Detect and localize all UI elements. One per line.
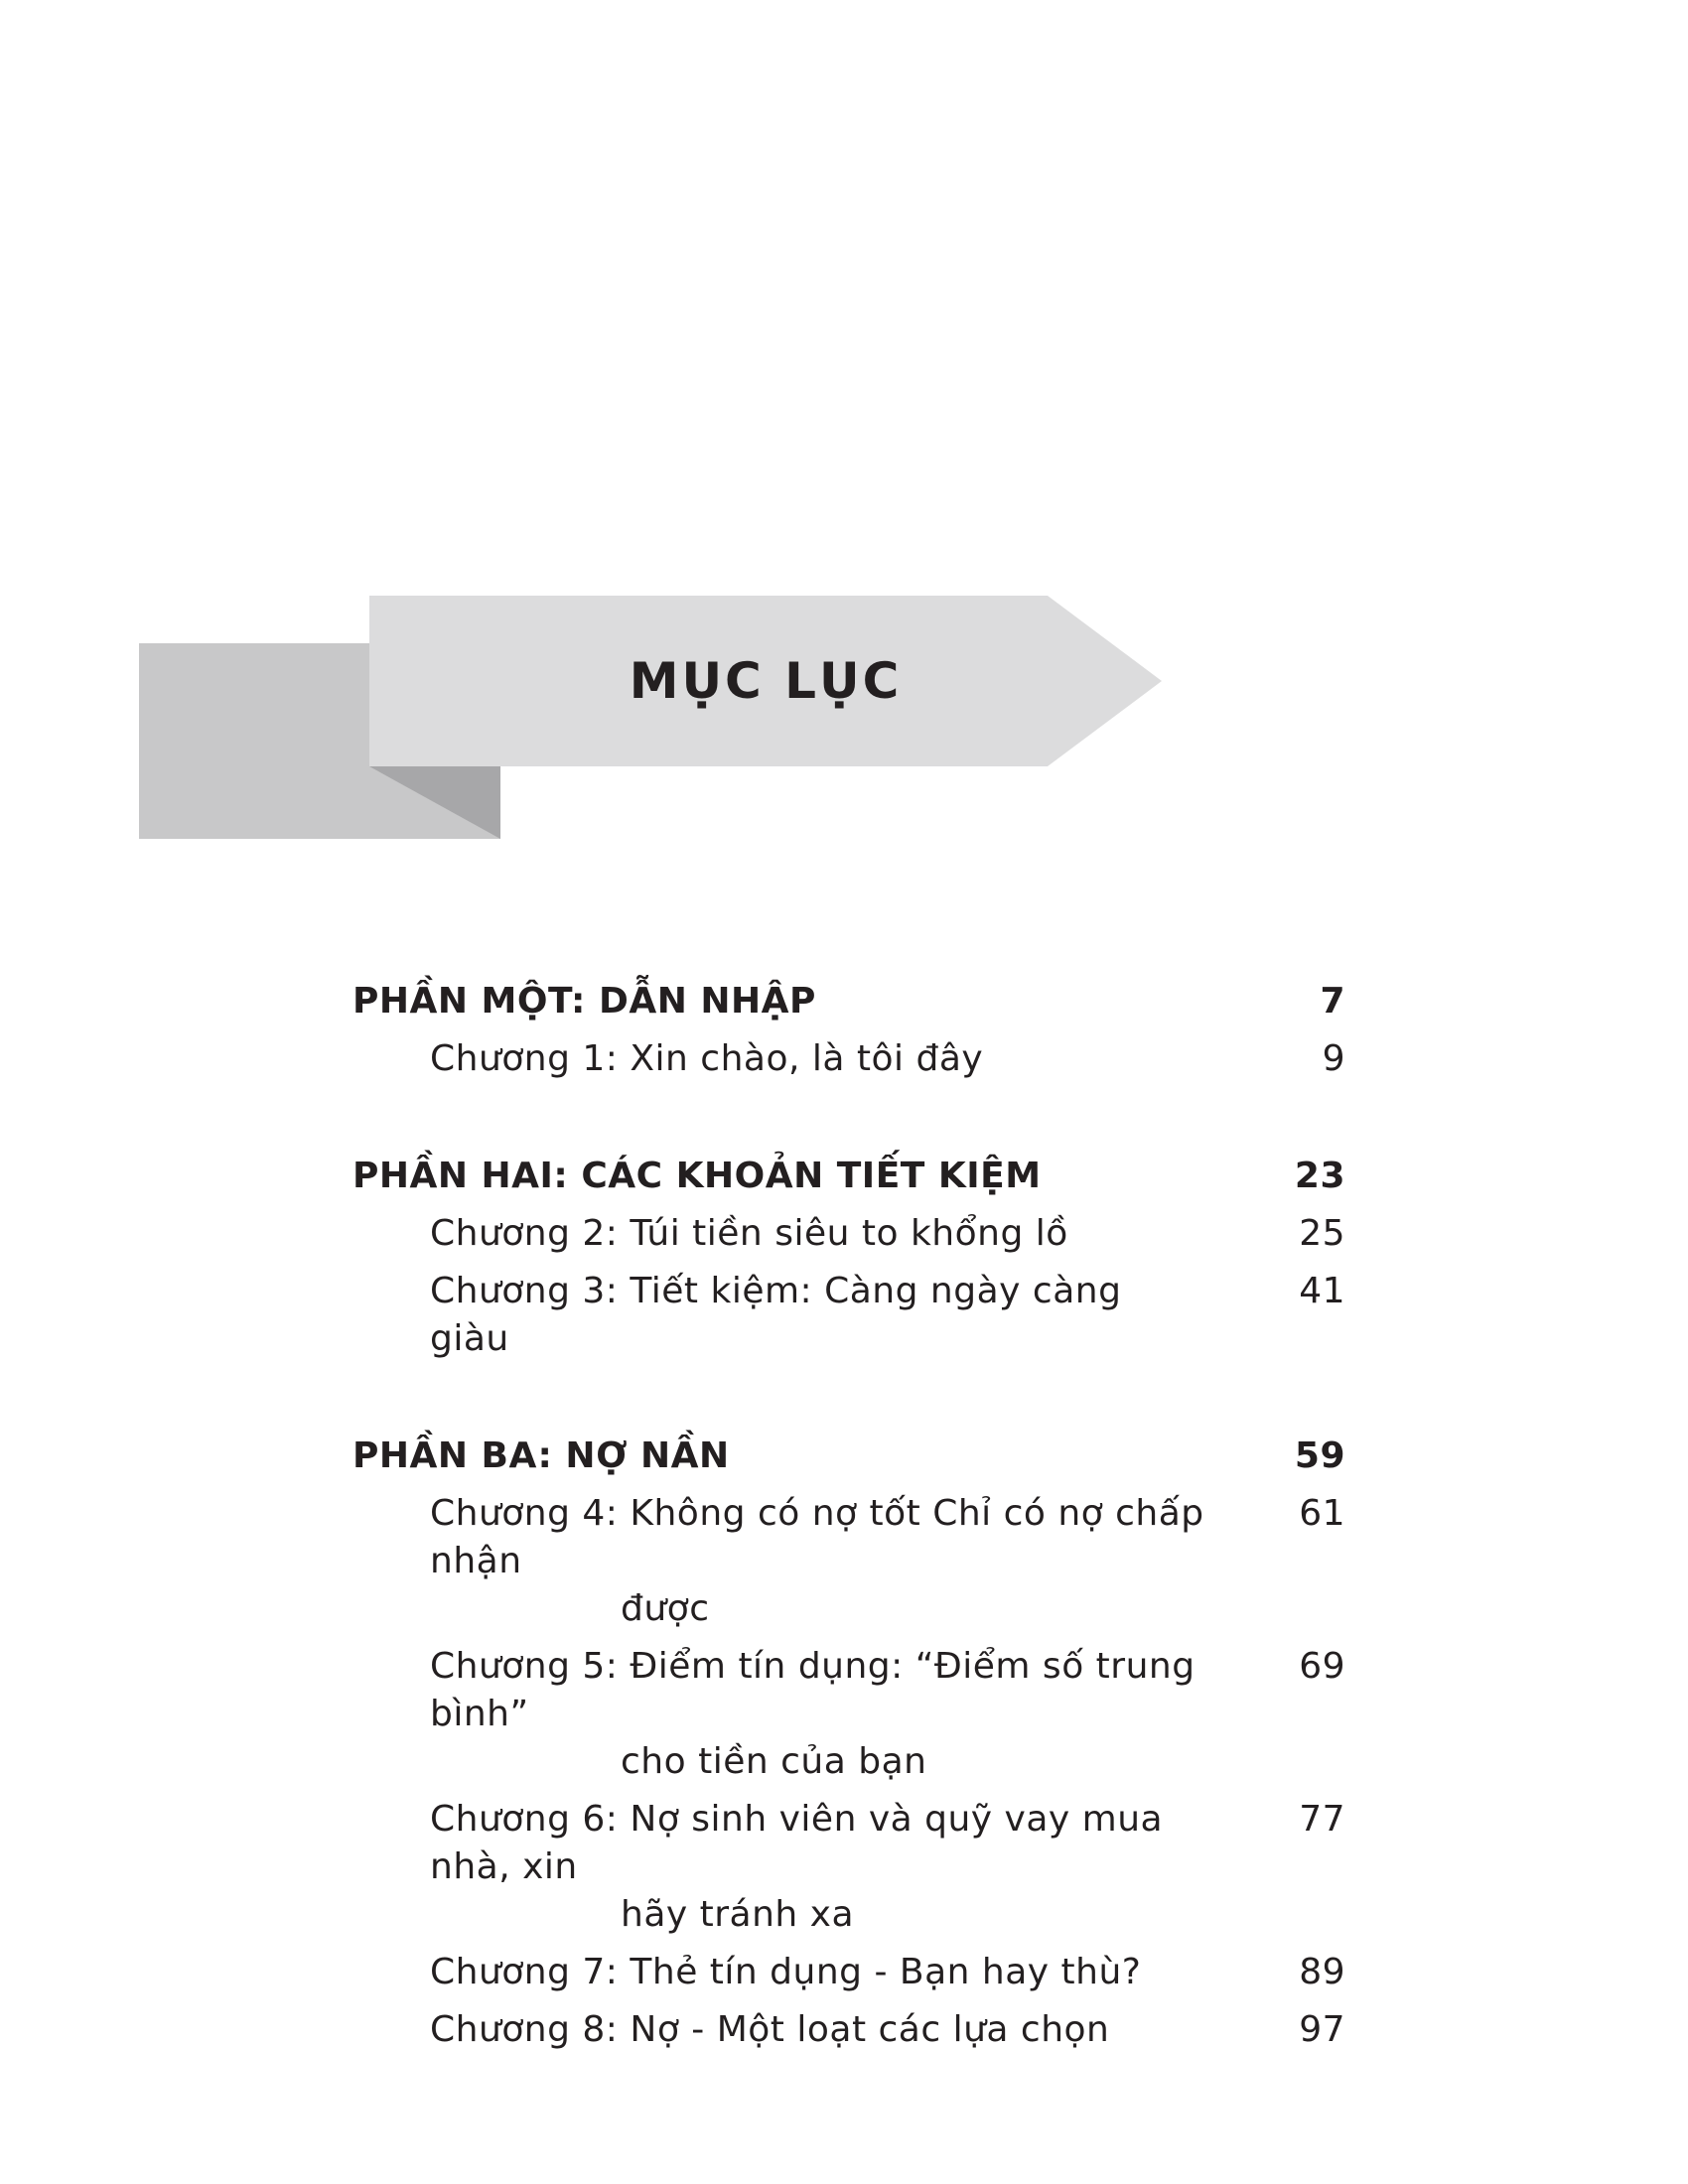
- chapter-title-line: Chương 3: Tiết kiệm: Càng ngày càng giàu: [430, 1271, 1122, 1359]
- chapter-title-continuation: được: [621, 1588, 710, 1629]
- chapter-title: [352, 1490, 1204, 1633]
- chapter-title-continuation: cho tiền của bạn: [621, 1741, 927, 1782]
- page-number: 59: [1294, 1435, 1345, 1476]
- chapter-title: [352, 1210, 1204, 1258]
- table-of-contents: [352, 978, 1345, 2054]
- part-title: PHẦN MỘT: DẪN NHẬP: [352, 981, 816, 1022]
- chapter-title-continuation: hãy tránh xa: [621, 1894, 855, 1935]
- chapter-title-line: Chương 1: Xin chào, là tôi đây: [430, 1038, 984, 1079]
- chapter-entry[interactable]: [352, 1643, 1345, 1786]
- page-number: 61: [1299, 1493, 1345, 1534]
- chapter-entry[interactable]: [352, 1035, 1345, 1083]
- page-number: 97: [1299, 2009, 1345, 2050]
- chapter-entry[interactable]: [352, 1490, 1345, 1633]
- part-title: PHẦN HAI: CÁC KHOẢN TIẾT KIỆM: [352, 1156, 1042, 1196]
- page-number: 23: [1294, 1156, 1345, 1196]
- page-number: 41: [1299, 1271, 1345, 1311]
- chapter-title-line: Chương 4: Không có nợ tốt Chỉ có nợ chấp nhận: [430, 1493, 1204, 1581]
- chapter-title-line: Chương 5: Điểm tín dụng: “Điểm số trung bình”: [430, 1646, 1196, 1734]
- chapter-title-line: Chương 8: Nợ - Một loạt các lựa chọn: [430, 2009, 1110, 2050]
- part-heading[interactable]: [352, 978, 1345, 1025]
- page-number: 7: [1320, 981, 1345, 1022]
- chapter-title: [352, 2006, 1204, 2054]
- page-number: 69: [1299, 1646, 1345, 1687]
- page-number: 89: [1299, 1952, 1345, 1992]
- page-number: 77: [1299, 1799, 1345, 1840]
- chapter-title: [352, 1268, 1204, 1363]
- chapter-title-line: Chương 6: Nợ sinh viên và quỹ vay mua nhà, xin: [430, 1799, 1164, 1887]
- chapter-title-line: Chương 2: Túi tiền siêu to khổng lồ: [430, 1213, 1068, 1254]
- chapter-title: [352, 1035, 1204, 1083]
- chapter-entry[interactable]: [352, 1268, 1345, 1363]
- section-spacer: [352, 1363, 1345, 1433]
- page-number: 9: [1322, 1038, 1345, 1079]
- page-title: MỤC LỤC: [629, 652, 903, 710]
- chapter-title-line: Chương 7: Thẻ tín dụng - Bạn hay thù?: [430, 1952, 1142, 1992]
- chapter-title: [352, 1949, 1204, 1996]
- chapter-entry[interactable]: [352, 1949, 1345, 1996]
- part-heading[interactable]: [352, 1433, 1345, 1480]
- page-number: 25: [1299, 1213, 1345, 1254]
- chapter-entry[interactable]: [352, 1210, 1345, 1258]
- chapter-entry[interactable]: [352, 2006, 1345, 2054]
- section-spacer: [352, 1083, 1345, 1153]
- chapter-title: [352, 1796, 1204, 1939]
- part-title: PHẦN BA: NỢ NẦN: [352, 1435, 730, 1476]
- chapter-entry[interactable]: [352, 1796, 1345, 1939]
- chapter-title: [352, 1643, 1204, 1786]
- part-heading[interactable]: [352, 1153, 1345, 1200]
